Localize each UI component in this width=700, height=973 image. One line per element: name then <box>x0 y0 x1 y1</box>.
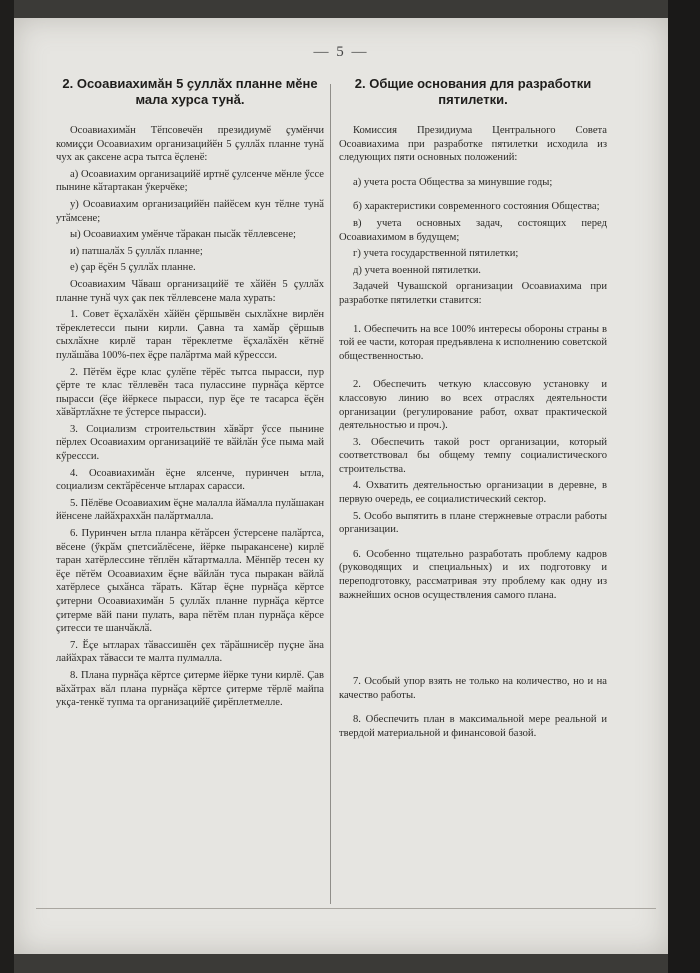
column-divider <box>330 84 331 904</box>
right-column-russian <box>339 76 607 744</box>
right-numbered-item: 6. Особенно тщательно разработать проблему кадров (руководящих и специальных) и их подготовку и переподготовку, рассматривая эту проблему как одну из важнейших основ осуществления самого плана. <box>339 548 607 601</box>
left-numbered-item: 5. Пӗлӗве Осоавиахим ӗҫне малалла йӑмалла пулӑшакан йӗнсене лайӑхраххӑн палӑртмалла. <box>56 497 324 523</box>
right-list-item: а) учета роста Общества за минувшие годы; <box>353 176 553 188</box>
right-paragraph: Комиссия Президиума Центрального Совета Осоавиахима при разработке пятилетки исходила из следующих пяти основных положений: <box>339 125 607 164</box>
left-list-item: у) Осоавиахим организацийӗн пайӗсем кун тӗлне тунӑ утӑмсене; <box>56 198 324 224</box>
right-numbered-item: 7. Особый упор взять не только на количество, но и на качество работы. <box>339 676 607 701</box>
right-numbered-item: 5. Особо выпятить в плане стержневые отрасли работы организации. <box>339 510 607 536</box>
right-numbered-item: 3. Обеспечить такой рост организации, который соответствовал бы общему темпу социалистического строительства. <box>339 436 607 475</box>
left-numbered-item: 1. Совет ӗҫхалӑхӗн хӑйӗн ҫӗршывӗн сыхлӑхне вирлӗн тӗреклетесси пыни кирли. Ҫавна та хамӑр ҫӗршыв сыхлӑхне кирлӗ таран тӗреклетме ӗҫхалӑхӗн кӗтнӗ пулӑшӑва 100%-пех ӗҫре палӑртма май кӳрессси. <box>56 309 324 361</box>
left-numbered-item: 4. Осоавиахимӑн ӗҫне ялсенче, пуринчен ытла, социализм сектӑрӗсенче ытларах сарасси. <box>56 467 324 493</box>
right-numbered-item: 1. Обеспечить на все 100% интересы обороны страны в той ее части, которая предъявлена к исполнению советской общественностью. <box>339 323 607 362</box>
left-numbered-item: 8. Плана пурнӑҫа кӗртсе ҫитерме йӗрке туни кирлӗ. Ҫав вӑхӑтрах вӑл плана пурнӑҫа кӗртсе ҫитерме тӗрлӗ майпа укҫа-тенкӗ тупма та организацийӗ ҫирӗплетмелле. <box>56 669 324 709</box>
page-number: — 5 — <box>313 44 369 60</box>
left-list-item: е) ҫар ӗҫӗн 5 ҫуллӑх планне. <box>70 262 196 274</box>
right-list-item: в) учета основных задач, состоящих перед Осоавиахимом в будущем; <box>339 217 607 243</box>
left-column-chuvash <box>56 76 324 713</box>
left-numbered-item: 7. Ӗҫе ытларах тӑвассишӗн ҫех тӑрӑшнисӗр пуҫне ӑна лайӑхрах тӑвасси те малта пулмалла. <box>56 639 324 665</box>
right-list-item: д) учета военной пятилетки. <box>353 264 481 276</box>
left-numbered-item: 3. Социализм строительствин хӑвӑрт ӳссе пынине пӗрлех Осоавиахим организацийӗ те вӑйлӑн ӳсе пыма май кӳрессси. <box>56 423 324 463</box>
right-heading: 2. Общие основания для разработки пятилетки. <box>354 76 592 107</box>
right-background-edge <box>668 0 700 973</box>
right-numbered-item: 2. Обеспечить четкую классовую установку и классовую линию во всех отраслях деятельности организации (регулирование работ, охват практической деятельностью и проч.). <box>339 379 607 432</box>
right-list-item: б) характеристики современного состояния Общества; <box>353 201 600 213</box>
right-numbered-item: 8. Обеспечить план в максимальной мере реальной и твердой материальной и финансовой базой. <box>339 714 607 739</box>
bottom-rule <box>36 908 656 909</box>
left-page-edge <box>0 0 14 973</box>
right-numbered-item: 4. Охватить деятельностью организации в деревне, в первую очередь, ее социалистический сектор. <box>339 480 607 506</box>
left-numbered-item: 2. Пӗтӗм ӗҫре клас ҫулӗпе тӗрӗс тытса пырасси, пур ҫӗрте те клас тӗллевӗн таса пулассине пурнӑҫа кӗртсе пырасси (ӗҫе йӗркесе пырасси, пур ӗҫе те тасарса ӗҫӗн хӑвӑртлӑхне те ӳстерсе пырасси). <box>56 366 324 419</box>
left-list-item: а) Осоавиахим организацийӗ иртнӗ ҫулсенче мӗнле ӳссе пынине кӑтартакан ӳкерчӗке; <box>56 168 324 194</box>
left-paragraph: Осоавиахим Чӑваш организацийӗ те хӑйӗн 5 ҫуллӑх планне тунӑ чух ҫак пек тӗллевсене мала хурать: <box>56 278 324 304</box>
left-heading: 2. Осоавиахимӑн 5 ҫуллӑх планне мӗне мала хурса тунӑ. <box>62 76 318 107</box>
left-numbered-item: 6. Пуринчен ытла планра кӗтӑрсен ӳстерсене палӑртса, вӗсене (ӳкрӑм ҫпетсиӑлӗсене, йӗрке пыракансене) кирлӗ таран хатӗрлессине тӗплӗн кӑтартмалла. Мӗнпӗр тесен ку ӗҫе пӗтӗм Осоавиахим ӗҫне вӑйлӑн туса пыракан вӑйлӑ хатӗрлесе ҫыхӑнса тӑрать. Кӑтар ӗҫне пурнӑҫа кӗртсе ҫитерни Осоавиахимӑн 5 ҫуллӑх планне пурнӑҫа кӗртсе ҫитерме вӑй пани пулать, вара пӗтӗм план пурнӑҫа кӗрсе ҫитесси те шанчӑклӑ. <box>56 528 324 635</box>
left-list-item: ы) Осоавиахим умӗнче тӑракан пысӑк тӗллевсене; <box>70 229 296 241</box>
left-paragraph: Осоавиахимӑн Тӗпсовечӗн президиумӗ ҫумӗнчи комиҫҫи Осоавиахим организацийӗн 5 ҫуллӑх планне тунӑ чух ак ҫаксене асра тытса ӗҫленӗ: <box>56 125 324 164</box>
right-paragraph: Задачей Чувашской организации Осоавиахима при разработке пятилетки ставится: <box>339 281 607 306</box>
document-page <box>14 18 668 954</box>
left-list-item: и) патшалӑх 5 ҫуллӑх планне; <box>70 245 203 257</box>
right-list-item: г) учета государственной пятилетки; <box>353 248 519 260</box>
